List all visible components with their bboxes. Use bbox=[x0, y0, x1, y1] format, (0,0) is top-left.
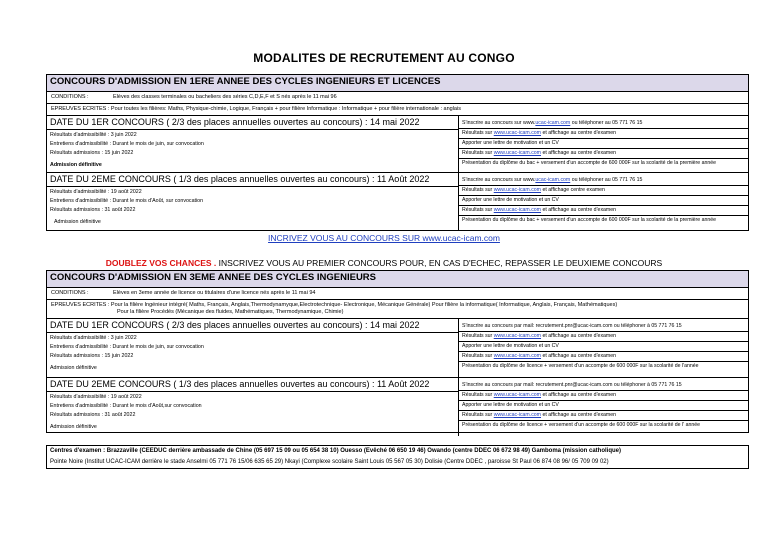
concours-1-section bbox=[47, 116, 748, 173]
conditions-label: CONDITIONS : bbox=[51, 290, 89, 296]
conditions-text: Elèves en 3eme année de licence ou titulaires d'une licence nés après le 11 mai 94 bbox=[113, 290, 316, 296]
resultats-step: Résultats sur www.ucac-icam.com et affichage au centre d'examen bbox=[459, 129, 748, 139]
resultats-step: Résultats sur www.ucac-icam.com et affichage centre examen bbox=[459, 186, 748, 196]
website-link[interactable]: www.ucac-icam.com bbox=[493, 150, 541, 156]
website-link[interactable]: ucac-icam.com bbox=[535, 177, 571, 183]
resultats-admissions: Résultats admissions : 31 août 2022 bbox=[50, 207, 136, 213]
resultats-step: Résultats sur www.ucac-icam.com et affichage au centre d'examen bbox=[459, 206, 748, 216]
centres-examen-box bbox=[46, 445, 749, 469]
table-header: CONCOURS D'ADMISSION EN 1ERE ANNEE DES CYCLES INGENIEURS ET LICENCES bbox=[47, 75, 748, 92]
website-link[interactable]: www.ucac-icam.com bbox=[493, 130, 541, 136]
diplome-step: Présentation du diplôme du bac + versement d'un accompte de 600 000F sur la scolarité de la première année bbox=[462, 217, 717, 223]
entretiens: Entretiens d'admissibilité : Durant le mois de juin, sur convocation bbox=[50, 141, 204, 147]
concours-date: DATE DU 1ER CONCOURS ( 2/3 des places annuelles ouvertes au concours) : 14 mai 2022 bbox=[47, 116, 458, 130]
resultats-step: Résultats sur www.ucac-icam.com et affichage au centre d'examen bbox=[459, 411, 748, 421]
inscription-step: S'inscrire au concours sur www.ucac-icam.com ou téléphoner au 05 771 76 15 bbox=[459, 173, 748, 186]
resultats-admissibilite: Résultats d'admissibilité : 19 août 2022 bbox=[50, 394, 142, 400]
admission-definitive: Admission définitive bbox=[50, 162, 102, 168]
concours-date: DATE DU 2EME CONCOURS ( 1/3 des places annuelles ouvertes au concours) : 11 Août 2022 bbox=[47, 173, 458, 187]
doublez-red: DOUBLEZ VOS CHANCES . bbox=[105, 258, 217, 268]
centres-line: Centres d'examen : Brazzaville (CEEDUC derrière ambassade de Chine (05 697 15 09 ou 05 654 38 10) Ouesso (Evêché 06 650 19 46) Owando (centre DDEC 06 672 98 49) Gamboma (mission catholique) bbox=[50, 448, 622, 454]
resultats-admissibilite: Résultats d'admissibilité : 3 juin 2022 bbox=[50, 335, 137, 341]
conditions-row bbox=[47, 288, 748, 300]
resultats-admissions: Résultats admissions : 15 juin 2022 bbox=[50, 150, 134, 156]
admission-3eme-table bbox=[46, 270, 749, 433]
lettre-step: Apporter une lettre de motivation et un CV bbox=[459, 401, 748, 411]
page-title: MODALITES DE RECRUTEMENT AU CONGO bbox=[253, 51, 515, 65]
inscription-step: S'inscrire au concours par mail: recrutement.pnr@ucac-icam.com ou téléphoner à 05 771 76 15 bbox=[459, 319, 748, 332]
resultats-step: Résultats sur www.ucac-icam.com et affichage au centre d'examen bbox=[459, 391, 748, 401]
lettre-step: Apporter une lettre de motivation et un CV bbox=[459, 342, 748, 352]
entretiens: Entretiens d'admissibilité : Durant le mois d'Août,sur convocation bbox=[50, 403, 202, 409]
diplome-step: Présentation du diplôme du bac + versement d'un accompte de 600 000F sur la scolarité de la première année bbox=[462, 160, 717, 166]
website-link[interactable]: www.ucac-icam.com bbox=[493, 353, 541, 359]
entretiens: Entretiens d'admissibilité : Durant le mois d'Août, sur convocation bbox=[50, 198, 204, 204]
lettre-step: Apporter une lettre de motivation et un CV bbox=[459, 139, 748, 149]
website-link[interactable]: www.ucac-icam.com bbox=[493, 187, 541, 193]
admission-definitive: Admission définitive bbox=[50, 365, 97, 371]
admission-definitive: Admission définitive bbox=[50, 424, 97, 430]
resultats-step: Résultats sur www.ucac-icam.com et affichage au centre d'examen bbox=[459, 332, 748, 342]
admission-1ere-table bbox=[46, 74, 749, 231]
resultats-admissions: Résultats admissions : 31 août 2022 bbox=[50, 412, 136, 418]
resultats-step: Résultats sur www.ucac-icam.com et affichage au centre d'examen bbox=[459, 149, 748, 159]
concours-date: DATE DU 1ER CONCOURS ( 2/3 des places annuelles ouvertes au concours) : 14 mai 2022 bbox=[47, 319, 458, 333]
table-header: CONCOURS D'ADMISSION EN 3EME ANNEE DES CYCLES INGENIEURS bbox=[47, 271, 748, 288]
doublez-chances-text bbox=[0, 258, 768, 268]
resultats-admissions: Résultats admissions : 15 juin 2022 bbox=[50, 353, 134, 359]
website-link[interactable]: www.ucac-icam.com bbox=[493, 207, 541, 213]
epreuves-line: EPREUVES ECRITES : Pour la filière Ingénieur intégré( Maths, Français, Anglais,Thermodynamyque,Electrotechnique- Electronique, Mécanique Générale) Pour filière la informatique( Informatique, Anglais, Français, Mathématiques) bbox=[51, 302, 618, 308]
website-link[interactable]: www.ucac-icam.com bbox=[493, 392, 541, 398]
concours-2-section bbox=[47, 173, 748, 230]
epreuves-row bbox=[47, 300, 748, 319]
admission-definitive: Admission définitive bbox=[54, 219, 101, 225]
inscription-step: S'inscrire au concours sur www.ucac-icam.com ou téléphoner au 05 771 76 15 bbox=[459, 116, 748, 129]
epreuves-row: EPREUVES ECRITES : Pour toutes les filières: Maths, Physique-chimie, Logique, Français + pour filière Informatique : Informatique + pour filière internationale : anglais bbox=[47, 104, 748, 116]
diplome-step: Présentation du diplôme de licence + versement d'un accompte de 600 000F sur la scolarité de l'année bbox=[462, 363, 699, 369]
resultats-step: Résultats sur www.ucac-icam.com et affichage au centre d'examen bbox=[459, 352, 748, 362]
concours-date: DATE DU 2EME CONCOURS ( 1/3 des places annuelles ouvertes au concours) : 11 Août 2022 bbox=[47, 378, 458, 392]
epreuves-line: Pour la filière Procédés (Mécanique des fluides, Mathématiques, Thermodynamique, Chimie) bbox=[117, 309, 344, 315]
website-link[interactable]: ucac-icam.com bbox=[535, 120, 571, 126]
diplome-step: Présentation du diplôme de licence + versement d'un accompte de 600 000F sur la scolarité de l' année bbox=[462, 422, 701, 428]
lettre-step: Apporter une lettre de motivation et un CV bbox=[459, 196, 748, 206]
inscription-cta-link[interactable]: INCRIVEZ VOUS AU CONCOURS SUR www.ucac-icam.com bbox=[268, 233, 500, 243]
concours-1-section bbox=[47, 319, 748, 378]
resultats-admissibilite: Résultats d'admissibilité : 3 juin 2022 bbox=[50, 132, 137, 138]
website-link[interactable]: www.ucac-icam.com bbox=[493, 412, 541, 418]
centres-line: Pointe Noire (Institut UCAC-ICAM derrière le stade Anselmi 05 771 76 15/06 635 65 29) Nkayi (Complexe scolaire Saint Louis 05 567 05 30) Dolisie (Centre DDEC , paroisse St Paul 06 874 08 96/ 05 709 09 02) bbox=[50, 459, 609, 465]
doublez-rest: INSCRIVEZ VOUS AU PREMIER CONCOURS POUR, EN CAS D'ECHEC, REPASSER LE DEUXIEME CONCOURS bbox=[216, 258, 663, 268]
concours-2-section bbox=[47, 378, 748, 436]
resultats-admissibilite: Résultats d'admissibilité : 19 août 2022 bbox=[50, 189, 142, 195]
conditions-label: CONDITIONS : bbox=[51, 94, 89, 100]
conditions-row bbox=[47, 92, 748, 104]
conditions-text: Elèves des classes terminales ou bacheliers des séries C,D,E,F et S nés après le 11 mai 96 bbox=[113, 94, 337, 100]
website-link[interactable]: www.ucac-icam.com bbox=[493, 333, 541, 339]
entretiens: Entretiens d'admissibilité : Durant le mois de juin, sur convocation bbox=[50, 344, 204, 350]
inscription-step: S'inscrire au concours par mail: recrutement.pnr@ucac-icam.com ou téléphoner à 05 771 76 15 bbox=[459, 378, 748, 391]
